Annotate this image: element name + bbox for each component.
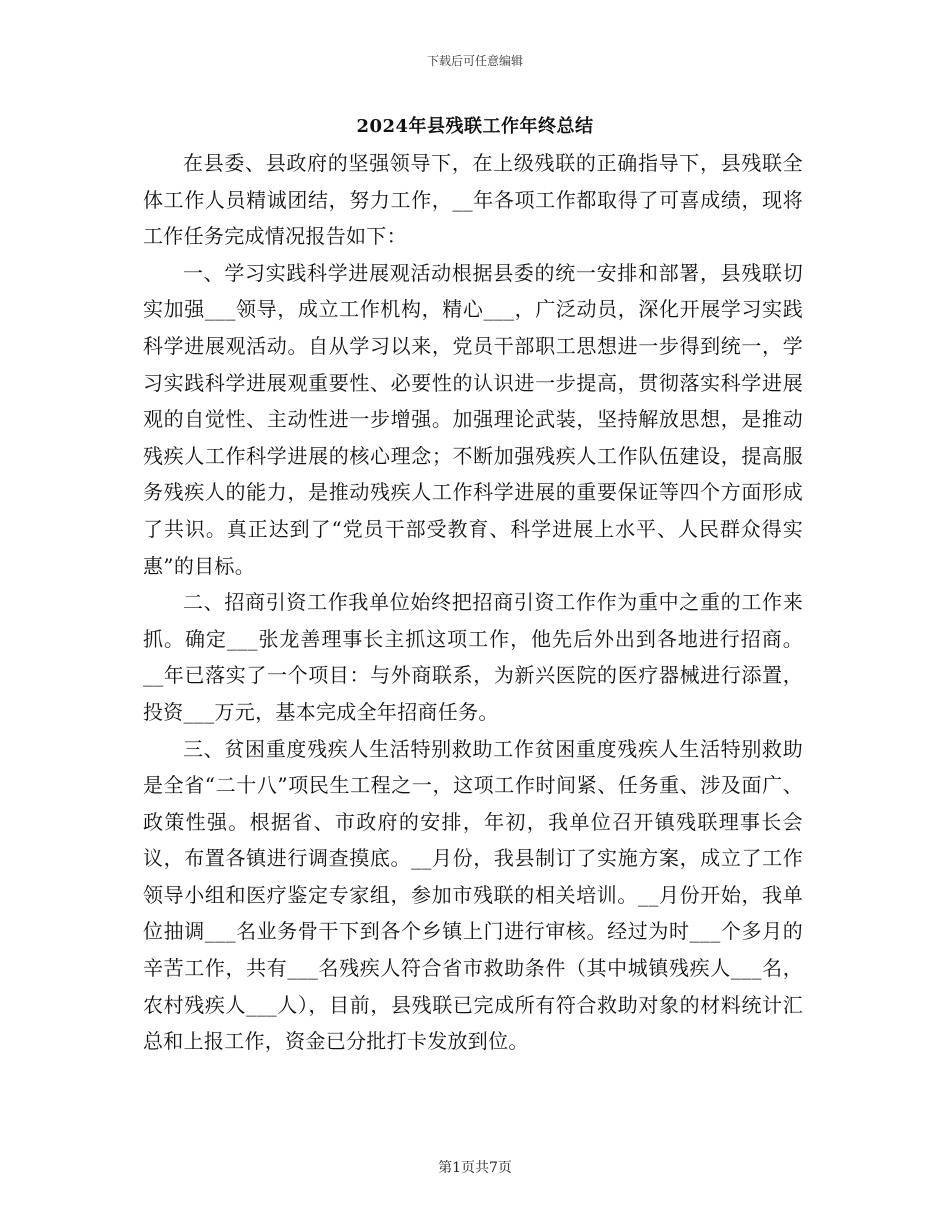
document-body	[143, 145, 803, 1060]
paragraph-intro: 在县委、县政府的坚强领导下，在上级残联的正确指导下，县残联全体工作人员精诚团结，努力工作，__年各项工作都取得了可喜成绩，现将工作任务完成情况报告如下：	[143, 151, 803, 249]
page-number: 第1页共7页	[438, 1160, 512, 1176]
document-title: 2024年县残联工作年终总结	[356, 116, 594, 137]
paragraph-section-1: 一、学习实践科学进展观活动根据县委的统一安排和部署，县残联切实加强___领导，成立工作机构，精心___，广泛动员，深化开展学习实践科学进展观活动。自从学习以来，党员干部职工思想进一步得到统一，学习实践科学进展观重要性、必要性的认识进一步提高，贯彻落实科学进展观的自觉性、主动性进一步增强。加强理论武装，坚持解放思想，是推动残疾人工作科学进展的核心理念；不断加强残疾人工作队伍建设，提高服务残疾人的能力，是推动残疾人工作科学进展的重要保证等四个方面形成了共识。真正达到了“党员干部受教育、科学进展上水平、人民群众得实惠”的目标。	[143, 260, 803, 578]
paragraph-section-2: 二、招商引资工作我单位始终把招商引资工作作为重中之重的工作来抓。确定___张龙善理事长主抓这项工作，他先后外出到各地进行招商。__年已落实了一个项目：与外商联系，为新兴医院的医疗器械进行添置，投资___万元，基本完成全年招商任务。	[143, 590, 803, 724]
page-header-note: 下载后可任意编辑	[426, 54, 523, 68]
paragraph-section-3: 三、贫困重度残疾人生活特别救助工作贫困重度残疾人生活特别救助是全省“二十八”项民生工程之一，这项工作时间紧、任务重、涉及面广、政策性强。根据省、市政府的安排，年初，我单位召开镇残联理事长会议，布置各镇进行调查摸底。__月份，我县制订了实施方案，成立了工作领导小组和医疗鉴定专家组，参加市残联的相关培训。__月份开始，我单位抽调___名业务骨干下到各个乡镇上门进行审核。经过为时___个多月的辛苦工作，共有___名残疾人符合省市救助条件（其中城镇残疾人___名，农村残疾人___人），目前，县残联已完成所有符合救助对象的材料统计汇总和上报工作，资金已分批打卡发放到位。	[143, 736, 803, 1054]
